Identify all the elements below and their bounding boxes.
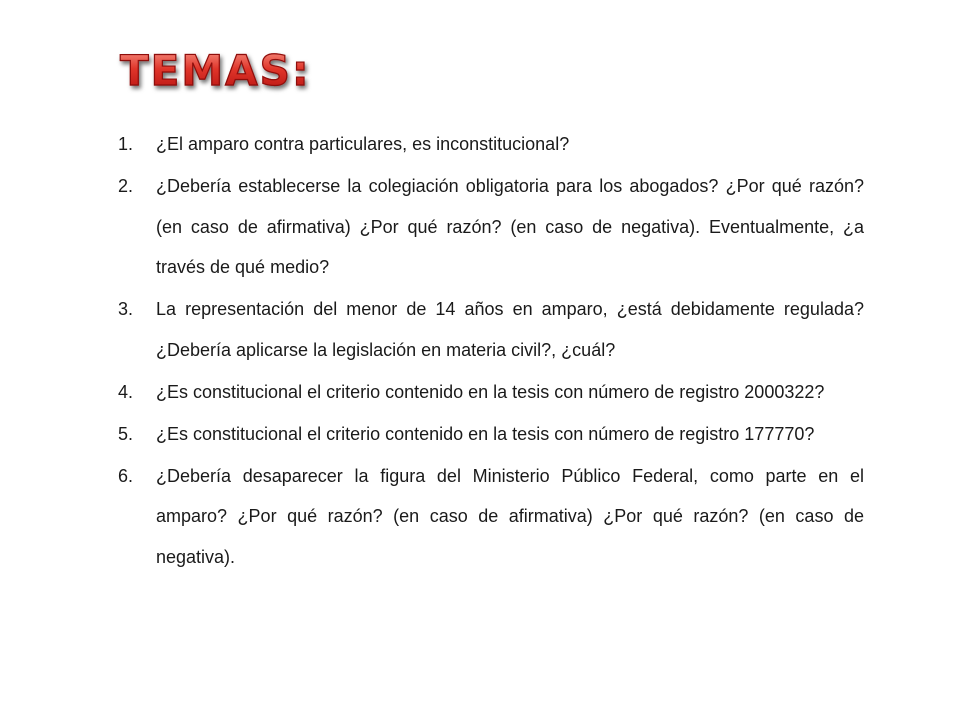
list-item-text: ¿Es constitucional el criterio contenido en la tesis con número de registro 2000322? [156,381,825,402]
list-item-text: ¿El amparo contra particulares, es inconstitucional? [156,134,570,154]
list-item-number: 6. [118,465,134,486]
list-item [118,372,864,413]
list-item [118,166,864,288]
list-item-text: ¿Debería establecerse la colegiación obligatoria para los abogados? ¿Por qué razón? (en caso de afirmativa) ¿Por qué razón? (en caso de negativa). Eventualmente, ¿a través de qué medio? [156,176,864,277]
list-item-text: ¿Debería desaparecer la figura del Ministerio Público Federal, como parte en el amparo? ¿Por qué razón? (en caso de afirmativa) ¿Por qué razón? (en caso de negativa). [156,465,864,567]
list-item-number: 3. [118,299,134,319]
list-item [118,414,864,455]
list-item-number: 4. [118,381,134,402]
list-item-number: 5. [118,423,134,444]
list-item-number: 1. [118,134,134,154]
slide-title: TEMAS: [120,46,311,95]
list-item [118,456,864,578]
list-item-text: La representación del menor de 14 años en amparo, ¿está debidamente regulada? ¿Debería aplicarse la legislación en materia civil?, ¿cuál? [156,299,864,360]
list-item-number: 2. [118,176,134,196]
topics-list [118,124,864,579]
list-item [118,124,864,165]
list-item [118,289,864,370]
list-item-text: ¿Es constitucional el criterio contenido en la tesis con número de registro 177770? [156,423,815,444]
